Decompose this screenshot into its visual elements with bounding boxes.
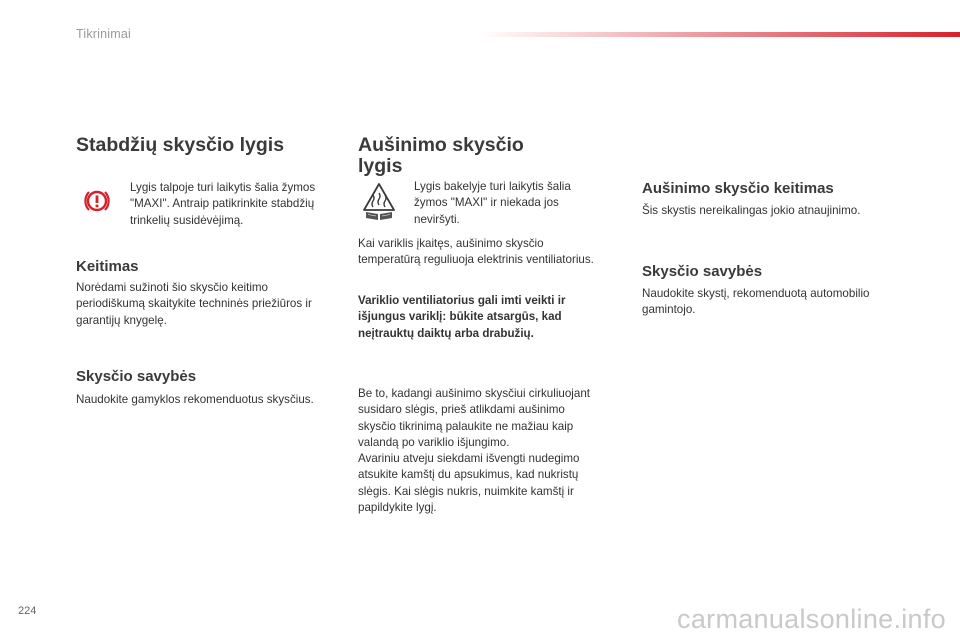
fluid-properties-text: Naudokite gamyklos rekomenduotus skysčius. [76, 393, 314, 406]
page-number: 224 [18, 605, 37, 617]
replacement-heading: Keitimas [76, 258, 139, 275]
hot-coolant-warning-icon [361, 181, 397, 221]
coolant-fan-text: Kai variklis įkaitęs, aušinimo skysčio temperatūrą reguliuoja elektrinis ventiliatorius. [358, 237, 594, 267]
replacement-text: Norėdami sužinoti šio skysčio keitimo periodiškumą skaitykite techninės priežiūros ir garantijų knygelę. [76, 281, 312, 327]
coolant-level-intro: Lygis bakelyje turi laikytis šalia žymos "MAXI" ir niekada jos neviršyti. [414, 180, 571, 226]
coolant-properties-text: Naudokite skystį, rekomenduotą automobilio gamintojo. [642, 287, 870, 317]
coolant-level-title-line1: Aušinimo skysčio [358, 134, 524, 156]
brake-warning-icon [82, 186, 112, 216]
fluid-properties-heading: Skysčio savybės [76, 368, 197, 385]
fan-warning-text: Variklio ventiliatorius gali imti veikti ir išjungus variklį: būkite atsargūs, kad neįtrauktų daiktų arba drabužių. [358, 294, 566, 340]
coolant-properties-heading: Skysčio savybės [642, 263, 763, 280]
left-column [76, 134, 341, 406]
coolant-replacement-heading: Aušinimo skysčio keitimas [642, 180, 834, 197]
middle-column [358, 134, 623, 515]
coolant-replacement-text: Šis skystis nereikalingas jokio atnaujinimo. [642, 204, 861, 217]
coolant-pressure-text: Be to, kadangi aušinimo skysčiui cirkuliuojant susidaro slėgis, prieš atlikdami aušinimo skysčio tikrinimą palaukite ne mažiau kaip valandą po variklio išjungimo. Avariniu atveju siekdami išvengti nudegimo atsukite kamštį du apsukimus, kad nukristų slėgis. Kai slėgis nukris, nuimkite kamštį ir papildykite lygį. [358, 387, 590, 515]
brake-fluid-intro: Lygis talpoje turi laikytis šalia žymos "MAXI". Antraip patikrinkite stabdžių trinkelių susidėvėjimą. [130, 181, 316, 227]
header-accent-bar [478, 32, 960, 37]
right-column [642, 180, 902, 317]
coolant-level-title [358, 135, 623, 177]
section-title: Tikrinimai [76, 27, 132, 41]
watermark: carmanualsonline.info [677, 604, 946, 634]
coolant-level-title-line2: lygis [358, 155, 403, 177]
brake-fluid-title: Stabdžių skysčio lygis [76, 134, 285, 156]
